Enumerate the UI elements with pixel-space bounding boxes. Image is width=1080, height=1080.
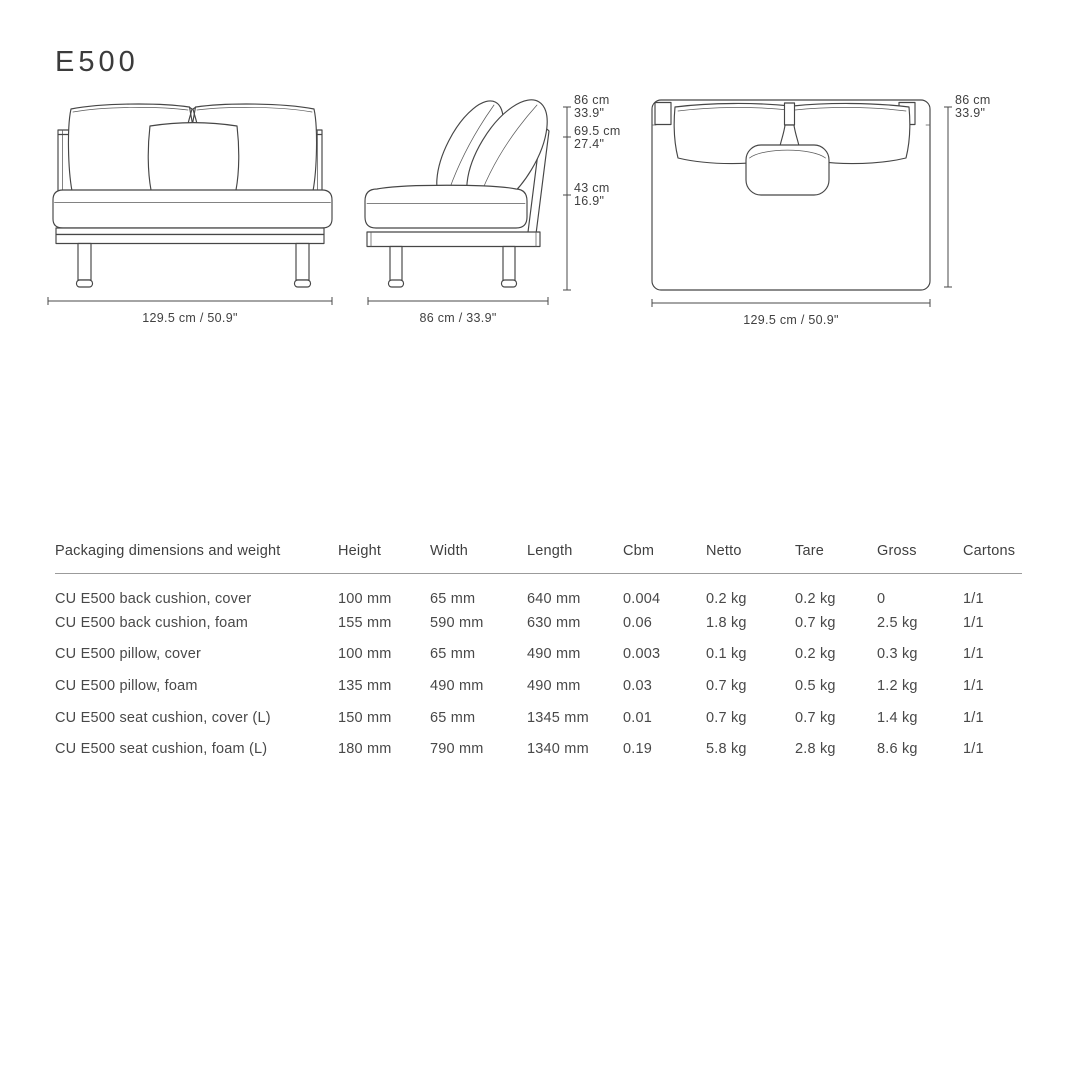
cell-length: 1340 mm [527,741,589,758]
center-pillow [148,123,239,193]
cell-cartons: 1/1 [963,614,984,631]
cell-cbm: 0.004 [623,591,661,607]
cell-tare: 2.8 kg [795,741,836,758]
cell-netto: 5.8 kg [706,741,747,758]
top-view-drawing [645,95,1000,330]
cell-cbm: 0.06 [623,614,653,631]
top-depth-in: 33.9" [955,106,986,120]
cell-cbm: 0.01 [623,709,653,726]
cell-height: 155 mm [338,614,392,631]
table-row [55,574,1022,608]
cell-gross: 2.5 kg [877,614,918,631]
cell-cbm: 0.003 [623,646,661,663]
seat-cushion [365,185,527,228]
side-depth-label: 86 cm / 33.9" [419,311,497,325]
cell-width: 590 mm [430,614,484,631]
cell-length: 640 mm [527,591,581,607]
header-width: Width [430,543,527,574]
table-row [55,639,1022,671]
page-title: E500 [55,46,139,78]
cell-length: 630 mm [527,614,581,631]
cell-netto: 0.7 kg [706,677,747,694]
cell-tare: 0.7 kg [795,614,836,631]
center-pillow [746,145,829,195]
cell-width: 65 mm [430,646,476,663]
total-height-in: 33.9" [574,106,605,120]
cell-gross: 8.6 kg [877,741,918,758]
cell-tare: 0.7 kg [795,709,836,726]
back-height-in: 27.4" [574,137,605,151]
cell-gross: 1.4 kg [877,709,918,726]
cell-item: CU E500 seat cushion, cover (L) [55,709,271,726]
cell-cartons: 1/1 [963,741,984,758]
cell-tare: 0.2 kg [795,591,836,607]
cell-length: 1345 mm [527,709,589,726]
cell-width: 490 mm [430,677,484,694]
cell-width: 790 mm [430,741,484,758]
front-view-drawing [40,95,340,330]
seat-height-cm: 43 cm [574,181,610,195]
header-gross: Gross [877,543,963,574]
header-tare: Tare [795,543,877,574]
header-packaging: Packaging dimensions and weight [55,543,338,574]
cell-gross: 0 [877,591,886,607]
cell-height: 150 mm [338,709,392,726]
cell-cartons: 1/1 [963,709,984,726]
cell-length: 490 mm [527,646,581,663]
cell-cartons: 1/1 [963,677,984,694]
header-height: Height [338,543,430,574]
cell-width: 65 mm [430,709,476,726]
cell-cbm: 0.03 [623,677,653,694]
front-width-label: 129.5 cm / 50.9" [142,311,238,325]
cell-tare: 0.2 kg [795,646,836,663]
height-dimension [563,93,621,290]
legs [77,244,311,288]
top-depth-cm: 86 cm [955,93,991,107]
header-cartons: Cartons [963,543,1022,574]
front-width-dimension [48,297,332,325]
packaging-table [55,543,1022,765]
table-row [55,733,1022,765]
base-frame [56,228,324,244]
cell-gross: 1.2 kg [877,677,918,694]
cell-cartons: 1/1 [963,646,984,663]
table-row [55,702,1022,734]
cell-tare: 0.5 kg [795,677,836,694]
cell-height: 180 mm [338,741,392,758]
top-width-label: 129.5 cm / 50.9" [743,313,839,327]
back-height-cm: 69.5 cm [574,124,621,138]
header-cbm: Cbm [623,543,706,574]
seat-height-in: 16.9" [574,194,605,208]
base-frame [367,232,540,247]
cell-item: CU E500 seat cushion, foam (L) [55,741,268,758]
cell-length: 490 mm [527,677,581,694]
cell-item: CU E500 pillow, foam [55,677,198,694]
cell-height: 100 mm [338,591,392,607]
cell-height: 100 mm [338,646,392,663]
cell-netto: 0.2 kg [706,591,747,607]
header-netto: Netto [706,543,795,574]
header-length: Length [527,543,623,574]
side-depth-dimension [368,297,548,325]
cell-netto: 0.7 kg [706,709,747,726]
cell-item: CU E500 back cushion, foam [55,614,248,631]
table-row [55,670,1022,702]
total-height-cm: 86 cm [574,93,610,107]
cell-height: 135 mm [338,677,392,694]
cell-width: 65 mm [430,591,476,607]
cell-item: CU E500 pillow, cover [55,646,202,663]
side-view-drawing [360,95,640,330]
cell-gross: 0.3 kg [877,646,918,663]
top-depth-dimension [944,93,991,287]
cell-cartons: 1/1 [963,591,984,607]
cell-netto: 0.1 kg [706,646,747,663]
cell-netto: 1.8 kg [706,614,747,631]
top-width-dimension [652,299,930,327]
seat-cushion [53,190,332,228]
table-row [55,607,1022,639]
legs [389,247,517,288]
cell-cbm: 0.19 [623,741,653,758]
cell-item: CU E500 back cushion, cover [55,591,252,607]
table-header-row [55,543,1022,574]
